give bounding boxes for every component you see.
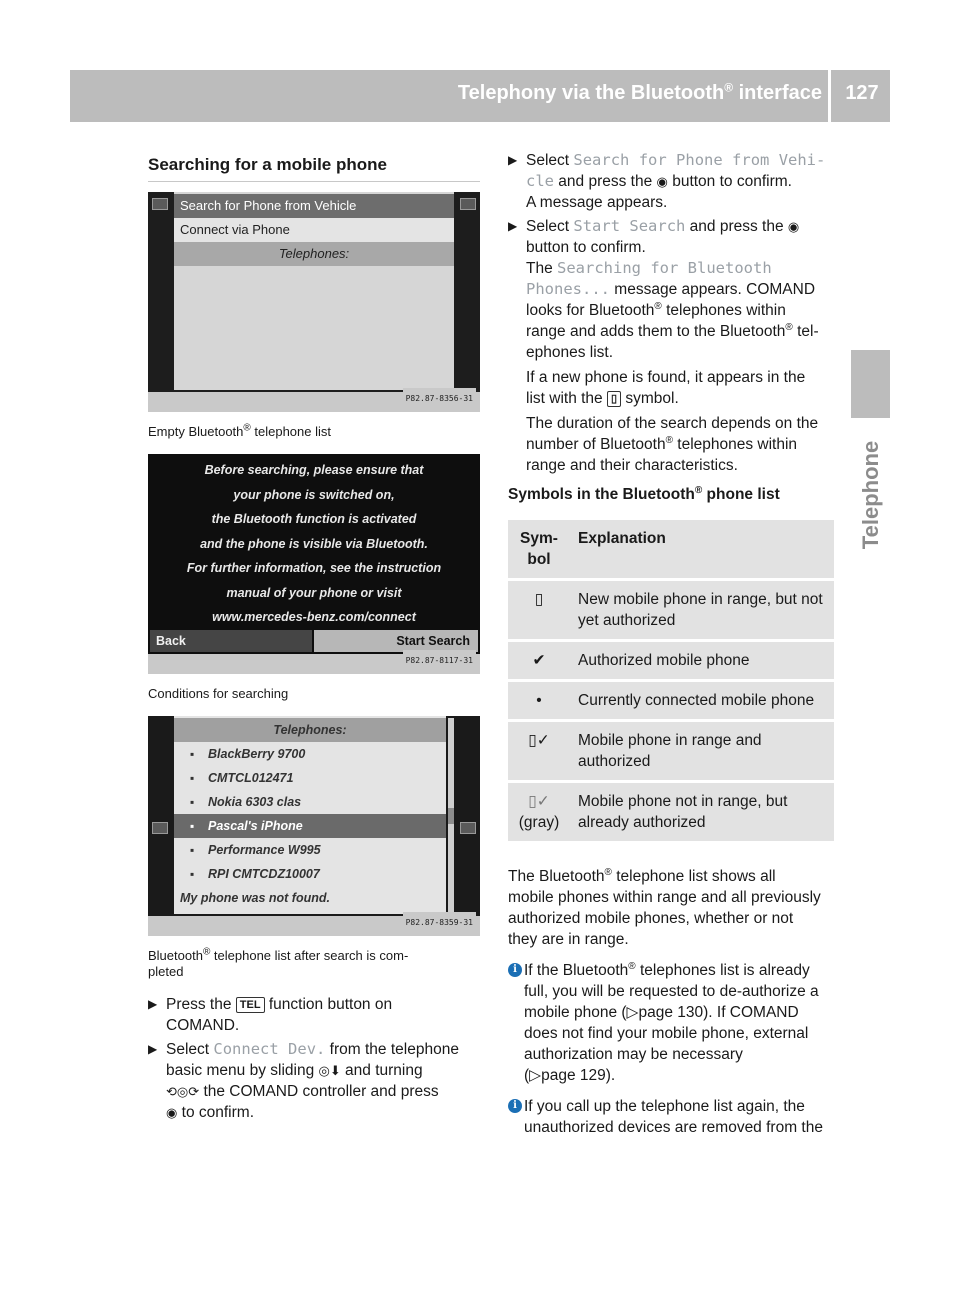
info-note: i If the Bluetooth® telephones list is already full, you will be requested to de-authorize a mobile phone (▷page 130). If COMAND does not find your mobile phone, external authorization may be necessary (▷page 129).	[508, 960, 836, 1086]
screenshot-search-completed	[148, 716, 480, 936]
bullet-dot-icon: •	[508, 682, 570, 719]
tel-key-icon: TEL	[236, 997, 265, 1013]
step-arrow-icon: ▶	[508, 219, 518, 233]
registered-mark: ®	[243, 422, 251, 434]
phone-list-item: ▪ RPI CMTCDZ10007	[190, 867, 320, 881]
side-tab-marker	[851, 350, 890, 418]
phone-list-item: ▪ Nokia 6303 clas	[190, 795, 302, 809]
image-code: P82.87-8117-31	[403, 650, 476, 671]
table-header-explanation: Explanation	[570, 520, 834, 578]
controller-slide-icon: ◎⬇	[318, 1063, 341, 1078]
phone-list-item: ▪ BlackBerry 9700	[190, 747, 306, 761]
page-number: 127	[845, 82, 879, 104]
controller-turn-icon: ⟲◎⟳	[166, 1084, 200, 1099]
step-arrow-icon: ▶	[148, 997, 158, 1011]
screen-left-tab	[152, 822, 168, 834]
phone-authorized-gray-icon: ▯✓ (gray)	[508, 783, 570, 841]
page-ref-arrow-icon: ▷	[626, 1004, 639, 1021]
screen-row-connect: Connect via Phone	[174, 218, 454, 242]
screen-back-button: Back	[150, 630, 312, 652]
screen-row-search: Search for Phone from Vehicle	[174, 194, 454, 218]
table-row: ▯✓ (gray) Mobile phone not in range, but already authorized	[508, 783, 834, 841]
screen-button-bar	[148, 630, 480, 652]
section-heading: Searching for a mobile phone	[148, 150, 480, 182]
phone-authorized-icon: ▯✓	[508, 722, 570, 780]
page-header-title: Telephony via the Bluetooth® interface	[457, 80, 822, 104]
right-column	[508, 150, 836, 1138]
screen-row-telephones: Telephones:	[174, 242, 454, 266]
step-arrow-icon: ▶	[148, 1042, 158, 1056]
phone-list-item-selected: ▪ Pascal's iPhone	[174, 814, 446, 838]
table-header-symbol: Sym- bol	[508, 520, 570, 578]
mobile-phone-icon: ▯	[508, 581, 570, 639]
screen-list-heading: Telephones:	[174, 718, 446, 742]
checkmark-icon: ✔	[508, 642, 570, 679]
phone-list-item: ▪ CMTCL012471	[190, 771, 294, 785]
screen-not-found-note: My phone was not found.	[180, 891, 330, 905]
info-icon: i	[508, 963, 522, 977]
caption-empty-list: Empty Bluetooth® telephone list	[148, 422, 331, 439]
instruction-step: ▶ Select Connect Dev. from the telephone basic menu by sliding ◎⬇ and turning ⟲◎⟳ the COMAND controller and press ◉ to confirm.	[148, 1040, 459, 1121]
instruction-step: ▶ Select Start Search and press the ◉ button to confirm. The Searching for Bluetooth Phones... message appears. COMAND looks for Bluetooth® telephones within range and adds them to the Bluetooth® tel- ephones list. If a new phone is found, it appears in the list with the ▯ symbol. The duration of the search depends on the number of Bluetooth® telephones within range and their characteristics.	[508, 217, 819, 474]
side-tab-label: Telephone	[858, 440, 883, 550]
paragraph: The Bluetooth® telephone list shows all mobile phones within range and all previously authorized mobile phones, whether or not they are in range.	[508, 866, 821, 948]
info-note: i If you call up the telephone list again, the unauthorized devices are removed from the	[508, 1096, 836, 1138]
symbols-heading: Symbols in the Bluetooth® phone list	[508, 484, 780, 503]
instruction-step: ▶ Select Search for Phone from Vehi‐ cle and press the ◉ button to confirm. A message appears.	[508, 151, 826, 211]
phone-list-item: ▪ Performance W995	[190, 843, 321, 857]
step-arrow-icon: ▶	[508, 153, 518, 167]
controller-press-icon: ◉	[787, 219, 800, 234]
screen-start-search-button: Start Search	[314, 630, 478, 652]
table-row: ✔ Authorized mobile phone	[508, 642, 834, 679]
screenshot-conditions	[148, 454, 480, 674]
table-row: ▯✓ Mobile phone in range and authorized	[508, 722, 834, 780]
table-row: ▯ New mobile phone in range, but not yet authorized	[508, 581, 834, 639]
image-code: P82.87-8356-31	[403, 388, 476, 409]
screen-left-tab	[152, 198, 168, 210]
screen-message: Before searching, please ensure that your phone is switched on, the Bluetooth function is activated and the phone is visible via Bluetooth. For further information, see the instruction manual of your phone or visit www.mercedes-benz.com/connect	[186, 463, 442, 624]
table-row: • Currently connected mobile phone	[508, 682, 834, 719]
page-ref-arrow-icon: ▷	[529, 1067, 542, 1084]
header-separator	[828, 70, 831, 122]
caption-conditions: Conditions for searching	[148, 686, 289, 701]
instruction-step: ▶ Press the TEL function button on COMAND.	[148, 996, 393, 1034]
table-header-row	[508, 520, 834, 578]
info-icon: i	[508, 1099, 522, 1113]
image-code: P82.87-8359-31	[403, 912, 476, 933]
screen-scroll-thumb	[448, 808, 454, 824]
new-phone-symbol-icon: ▯	[607, 391, 621, 407]
menu-item-connect-dev: Connect Dev.	[213, 1040, 326, 1058]
controller-press-icon: ◉	[656, 174, 668, 189]
screen-right-tab	[460, 198, 476, 210]
caption-search-completed: Bluetooth® telephone list after search is com- pleted	[148, 946, 409, 979]
symbols-table	[508, 517, 834, 844]
controller-press-icon: ◉	[166, 1105, 178, 1120]
left-column	[148, 150, 480, 1126]
screenshot-empty-list	[148, 192, 480, 412]
screen-right-tab	[460, 822, 476, 834]
